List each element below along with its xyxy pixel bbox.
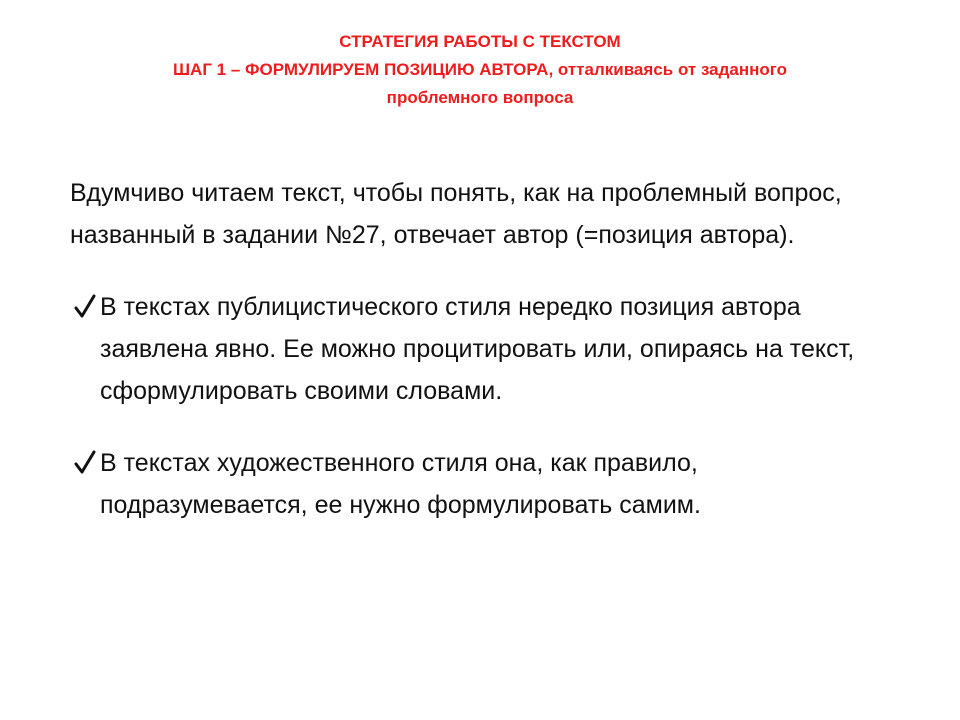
bullet-item-1 — [70, 286, 910, 412]
checkmark-icon — [74, 286, 96, 328]
title-line-3: проблемного вопроса — [386, 88, 574, 107]
bullet-text-1: В текстах публицистического стиля нередко позиция автора заявлена явно. Ее можно процитировать или, опираясь на текст, сформулировать своими словами. — [100, 293, 855, 405]
title-line-2: ШАГ 1 – ФОРМУЛИРУЕМ ПОЗИЦИЮ АВТОРА, отталкиваясь от заданного — [172, 60, 788, 79]
slide-title — [60, 28, 900, 112]
bullet-item-2 — [70, 442, 910, 526]
slide-content — [70, 172, 910, 556]
bullet-text-2: В текстах художественного стиля она, как правило, подразумевается, ее нужно формулировать самим. — [100, 449, 701, 519]
intro-paragraph: Вдумчиво читаем текст, чтобы понять, как на проблемный вопрос, названный в задании №27, отвечает автор (=позиция автора). — [70, 179, 842, 249]
title-line-1: СТРАТЕГИЯ РАБОТЫ С ТЕКСТОМ — [339, 32, 621, 51]
checkmark-icon — [74, 442, 96, 484]
